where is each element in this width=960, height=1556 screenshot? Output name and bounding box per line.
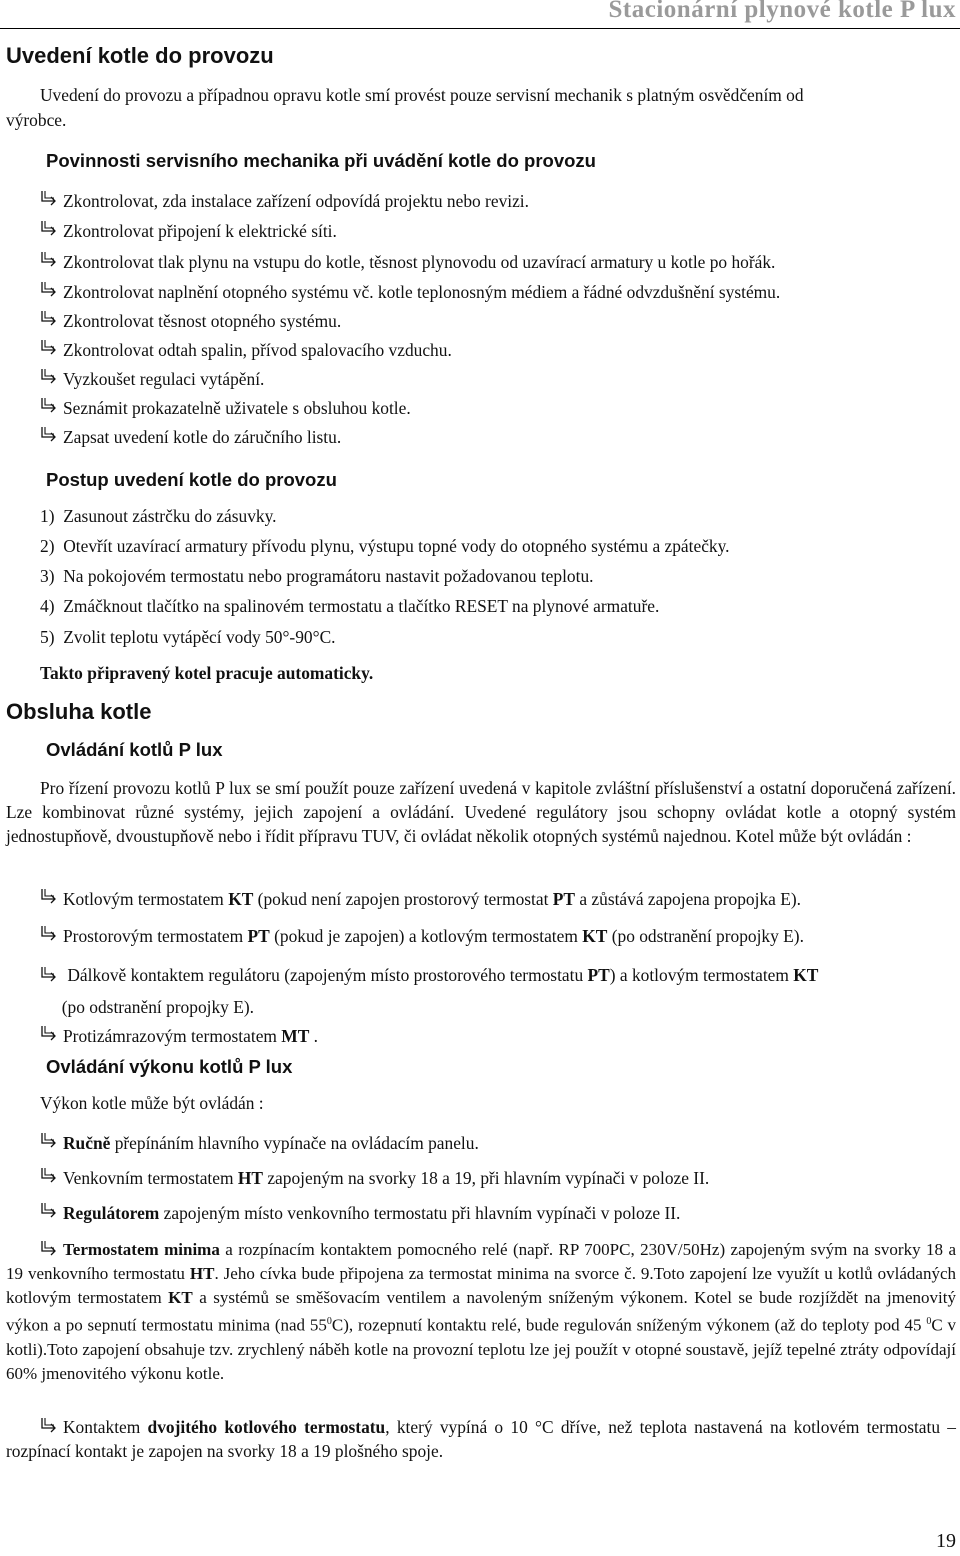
hand-arrow-icon bbox=[40, 1240, 60, 1257]
duty-item: Zkontrolovat těsnost otopného systému. bbox=[40, 310, 341, 332]
hand-arrow-icon bbox=[40, 368, 60, 385]
duty-item: Zkontrolovat tlak plynu na vstupu do kotle, těsnost plynovodu od uzavírací armatury u kotle po hořák. bbox=[40, 251, 775, 273]
power-option: Venkovním termostatem HT zapojeným na svorky 18 a 19, při hlavním vypínači v poloze II. bbox=[40, 1167, 709, 1189]
hand-arrow-icon bbox=[40, 1132, 60, 1149]
control-option: Dálkově kontaktem regulátoru (zapojeným místo prostorového termostatu PT) a kotlovým termostatem KT (po odstranění propojky E). bbox=[40, 959, 932, 1023]
duty-item: Zkontrolovat připojení k elektrické síti. bbox=[40, 220, 337, 242]
page-number: 19 bbox=[936, 1530, 956, 1552]
power-heading: Ovládání výkonu kotlů P lux bbox=[46, 1056, 293, 1077]
intro-text-line2: výrobce. bbox=[6, 110, 67, 130]
hand-arrow-icon bbox=[40, 1167, 60, 1184]
procedure-step: 3) Na pokojovém termostatu nebo programátoru nastavit požadovanou teplotu. bbox=[40, 566, 594, 586]
hand-arrow-icon bbox=[40, 966, 60, 983]
control-heading: Ovládání kotlů P lux bbox=[46, 739, 223, 760]
duty-item: Zkontrolovat odtah spalin, přívod spalovacího vzduchu. bbox=[40, 339, 452, 361]
hand-arrow-icon bbox=[40, 426, 60, 443]
header-divider bbox=[0, 28, 960, 29]
hand-arrow-icon bbox=[40, 251, 60, 268]
running-header: Stacionární plynové kotle P lux bbox=[608, 0, 956, 23]
duties-heading: Povinnosti servisního mechanika při uvádění kotle do provozu bbox=[46, 150, 596, 171]
control-option: Protizámrazovým termostatem MT . bbox=[40, 1025, 318, 1047]
hand-arrow-icon bbox=[40, 397, 60, 414]
hand-arrow-icon bbox=[40, 1025, 60, 1042]
hand-arrow-icon bbox=[40, 220, 60, 237]
procedure-step: 2) Otevřít uzavírací armatury přívodu plynu, výstupu topné vody do otopného systému a zpátečky. bbox=[40, 536, 730, 556]
control-option: Prostorovým termostatem PT (pokud je zapojen) a kotlovým termostatem KT (po odstranění propojky E). bbox=[40, 925, 804, 947]
section-title-operation: Obsluha kotle bbox=[6, 699, 152, 724]
duty-item: Seznámit prokazatelně uživatele s obsluhou kotle. bbox=[40, 397, 411, 419]
hand-arrow-icon bbox=[40, 1417, 60, 1434]
hand-arrow-icon bbox=[40, 888, 60, 905]
hand-arrow-icon bbox=[40, 925, 60, 942]
duty-item: Zapsat uvedení kotle do záručního listu. bbox=[40, 426, 341, 448]
power-option-double-thermostat: Kontaktem dvojitého kotlového termostatu, který vypíná o 10 °C dříve, než teplota nastavená na kotlovém termostatu – rozpínací kontakt je zapojen na svorky 18 a 19 plošného spoje. bbox=[6, 1417, 956, 1461]
control-paragraph: Pro řízení provozu kotlů P lux se smí použít pouze zařízení uvedená v kapitole zvláštní příslušenství a ostatní doporučená zařízení. Lze kombinovat různé systémy, jejich zapojení a ovládání. Uvedené regulátory jsou schopny ovládat kotle a otopný systém jednostupňově, dvoustupňově nebo i řídit přípravu TUV, či ovládat několik otopných systémů najednou. Kotel může být ovládán : bbox=[6, 778, 956, 846]
conclusion-text: Takto připravený kotel pracuje automaticky. bbox=[40, 663, 374, 683]
hand-arrow-icon bbox=[40, 190, 60, 207]
intro-text-line1: Uvedení do provozu a případnou opravu kotle smí provést pouze servisní mechanik s platným osvědčením od bbox=[40, 85, 804, 105]
power-option: Ručně přepínáním hlavního vypínače na ovládacím panelu. bbox=[40, 1132, 479, 1154]
procedure-heading: Postup uvedení kotle do provozu bbox=[46, 469, 337, 490]
hand-arrow-icon bbox=[40, 310, 60, 327]
hand-arrow-icon bbox=[40, 1202, 60, 1219]
duty-item: Vyzkoušet regulaci vytápění. bbox=[40, 368, 264, 390]
power-option-minimum-thermostat: Termostatem minima a rozpínacím kontaktem pomocného relé (např. RP 700PC, 230V/50Hz) zapojeným svým na svorky 18 a 19 venkovního termostatu HT. Jeho cívka bude připojena za termostat minima na svorce č. 9.Toto zapojení lze využít u kotlů ovládaných kotlovým termostatem KT a systémů se směšovacím ventilem a navoleným sníženým výkonem. Kotel se bude rozjíždět na jmenovitý výkon a po sepnutí termostatu minima (nad $55^0C$), rozepnutí kontaktu relé, bude regulován sníženým výkonem (až do teploty pod 45 $^0$C v kotli).Toto zapojení obsahuje tzv. zrychlený náběh kotle na provozní teplotu lze jej použít v otopné soustavě, jejíž tepelné ztráty odpovídají 60% jmenovitého výkonu kotle. bbox=[6, 1240, 957, 1383]
hand-arrow-icon bbox=[40, 281, 60, 298]
procedure-step: 1) Zasunout zástrčku do zásuvky. bbox=[40, 506, 277, 526]
procedure-step: 4) Zmáčknout tlačítko na spalinovém termostatu a tlačítko RESET na plynové armatuře. bbox=[40, 596, 660, 616]
control-option: Kotlovým termostatem KT (pokud není zapojen prostorový termostat PT a zůstává zapojena propojka E). bbox=[40, 888, 801, 910]
section-title-commissioning: Uvedení kotle do provozu bbox=[6, 43, 274, 68]
power-option: Regulátorem zapojeným místo venkovního termostatu při hlavním vypínači v poloze II. bbox=[40, 1202, 680, 1224]
duty-item: Zkontrolovat, zda instalace zařízení odpovídá projektu nebo revizi. bbox=[40, 190, 529, 212]
duty-item: Zkontrolovat naplnění otopného systému vč. kotle teplonosným médiem a řádné odvzdušnění systému. bbox=[40, 281, 780, 303]
power-intro: Výkon kotle může být ovládán : bbox=[40, 1093, 264, 1113]
hand-arrow-icon bbox=[40, 339, 60, 356]
procedure-step: 5) Zvolit teplotu vytápěcí vody 50°-90°C. bbox=[40, 627, 336, 647]
